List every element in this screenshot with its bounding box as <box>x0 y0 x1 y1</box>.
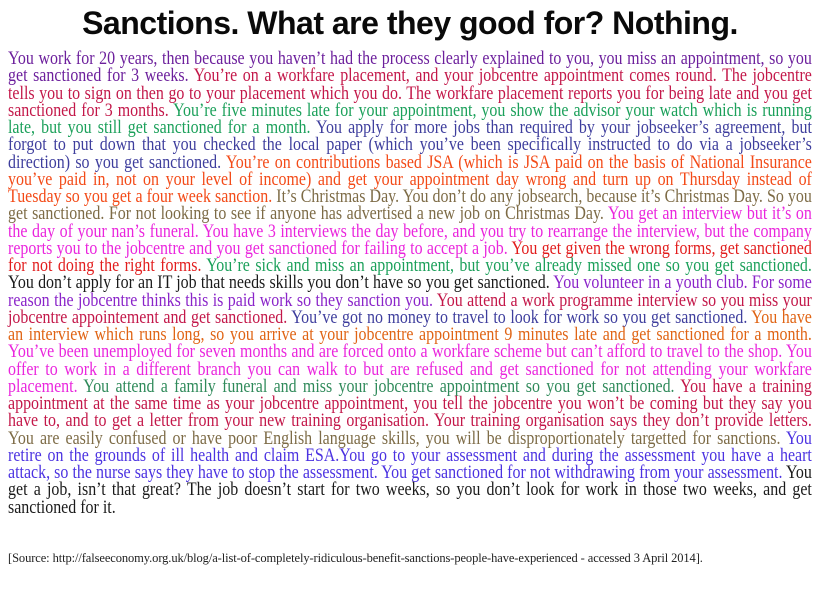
page-title: Sanctions. What are they good for? Nothing. <box>82 5 738 41</box>
source-citation: [Source: http://falseeconomy.org.uk/blog/a-list-of-completely-ridiculous-benefit-sanctions-people-have-experienced - accessed 3 April 2014]. <box>8 551 703 565</box>
paragraph-segment: It’s Christmas Day. You don’t do any jobsearch, because it’s Christmas Day. So you get sanctioned. For not looking to see if anyone has advertised a new job on Christmas Day. <box>8 186 812 225</box>
paragraph-segment: You work for 20 years, then because you haven’t had the process clearly explained to you, you miss an appointment, so you get sanctioned for 3 weeks. <box>8 48 812 87</box>
paragraph-segment: You volunteer in a youth club. For some reason the jobcentre thinks this is paid work so they sanction you. <box>8 272 812 311</box>
paragraph-segment: You apply for more jobs than required by your jobseeker’s agreement, but forgot to put down that you checked the local paper (which you’ve been specifically instructed to do via a jobseeker’s direction) so you get sanctioned. <box>8 117 812 173</box>
paragraph-segment: You attend a work programme interview so you miss your jobcentre appointement and get sanctioned. <box>8 289 812 328</box>
paragraph-segment: You have an interview which runs long, so you arrive at your jobcentre appointment 9 minutes late and get sanctioned for a month. <box>8 306 812 345</box>
paragraph-segment: You have a training appointment at the same time as your jobcentre appointment, you tell the jobcentre you won’t be coming but they say you have to, and to get a letter from your new training organisation. Your training organisation says they don’t provide letters. <box>8 375 812 432</box>
paragraph-segment: You are easily confused or have poor English language skills, you will be disproportionately targetted for sanctions. <box>8 427 786 449</box>
paragraph-segment: You’re sick and miss an appointment, but you’ve already missed one so you get sanctioned. <box>206 255 812 276</box>
paragraph-segment: You get given the wrong forms, get sanctioned for not doing the right forms. <box>8 237 812 276</box>
paragraph-segment: You’ve got no money to travel to look for work so you get sanctioned. <box>291 306 752 328</box>
paragraph-segment: You’ve been unemployed for seven months and are forced onto a workfare scheme but can’t afford to travel to the shop. You offer to work in a different branch you can walk to but are refused and get sanctioned for not attending your workfare placement. <box>8 341 812 397</box>
paragraph-segment: You get a job, isn’t that great? The job doesn’t start for two weeks, so you don’t look for work in those two weeks, and get sanctioned for it. <box>8 462 812 518</box>
paragraph-segment: You’re on contributions based JSA (which is JSA paid on the basis of National Insurance you’ve paid in, not on your level of income) and get your appointment day wrong and turn up on Thursday instead of Tuesday so you get a four week sanction. <box>8 151 812 207</box>
paragraph-segment: You get an interview but it’s on the day of your nan’s funeral. You have 3 interviews the day before, and you try to rearrange the interview, but the company reports you to the jobcentre and you get sanctioned for failing to accept a job. <box>8 203 812 259</box>
paragraph-segment: You attend a family funeral and miss your jobcentre appointment so you get sanctioned. <box>83 375 681 397</box>
paragraph-segment: You retire on the grounds of ill health and claim ESA.You go to your assessment and during the assessment you have a heart attack, so the nurse says they have to stop the assessment. You get sanctioned for not withdrawing from your assessment. <box>8 427 812 483</box>
sanctions-paragraph <box>8 50 812 516</box>
paragraph-segment: You’re five minutes late for your appointment, you show the advisor your watch which is running late, but you still get sanctioned for a month. <box>8 99 812 138</box>
paragraph-segment: You don’t apply for an IT job that needs skills you don’t have so you get sanctioned. <box>8 272 554 294</box>
paragraph-segment: You’re on a workfare placement, and your jobcentre appointment comes round. The jobcentre tells you to sign on then go to your placement which you do. The workfare placement reports you for being late and you get sanctioned for 3 months. <box>8 65 812 121</box>
